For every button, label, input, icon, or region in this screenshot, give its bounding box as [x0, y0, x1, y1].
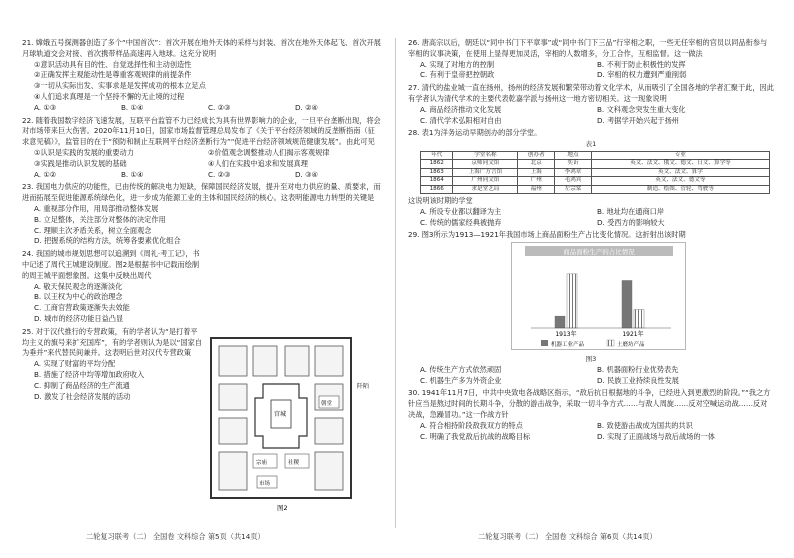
option-a: A. 传统生产方式依然顽固 — [420, 364, 502, 374]
market-label: 市场 — [259, 481, 271, 487]
legend-label-mill: 土磨坊产品 — [617, 342, 645, 349]
option-c: C. 明确了我党敌后抗战的战略目标 — [420, 431, 531, 441]
question-24 — [22, 249, 204, 325]
option-b: B. ①④ — [121, 169, 144, 179]
option-b: B. 致使游击战成为国共的共识 — [597, 420, 693, 430]
option-d: D. 考据学开始兴起于扬州 — [597, 115, 679, 125]
table-row: 1864 广州同文馆 广州 毛鸿宾 英文、法文、德文等 — [421, 177, 770, 185]
figure-2-city-plan — [207, 336, 373, 516]
option-b: B. 立足整体，关注部分对整体的决定作用 — [34, 214, 166, 224]
statement-2: ②正确发挥主观能动性是尊重客观规律的前提条件 — [34, 70, 192, 80]
option-a: A. ①② — [34, 169, 57, 179]
option-c: C. 传统的儒家经典被抛弃 — [420, 217, 502, 227]
option-d: D. ③④ — [295, 169, 318, 179]
table-header: 年代 学堂名称 创办者 地点 专业 — [421, 151, 770, 159]
option-a: A. 符合相持阶段敌我双方的特点 — [420, 420, 523, 430]
option-c: C. 有利于皇帝把控朝政 — [420, 70, 495, 80]
option-b: B. 地址均在通商口岸 — [597, 206, 665, 216]
question-tail: 这说明该时期的学堂 — [408, 196, 473, 205]
question-stem: 22. 随着我国数字经济飞速发展，互联平台监管不力已经成长为具有世界影响力的企业，一旦平台垄断出现，将会对市场带来巨大伤害。2020年11月10日，国家市场监督管理总局发布了《关于平台经济领域的反垄断指南（征求意见稿）》，监管目的在于“预防和制止互联网平台经济垄断行为”“促进平台经济领域规范健康发展”。由此可见 — [22, 115, 381, 147]
question-stem: 28. 表1为洋务运动早期创办的部分学堂。 — [408, 128, 542, 138]
option-c: C. ②③ — [208, 169, 231, 179]
option-d: D. ②④ — [295, 102, 318, 112]
footer-right: 二轮复习联考（二） 全国卷 文科综合 第6页（共14页） — [478, 532, 657, 541]
question-22 — [22, 116, 382, 181]
legend-label-machine: 机器工业产品 — [551, 342, 585, 349]
x-tick-label: 1921年 — [622, 331, 644, 339]
option-b: B. 机器面粉行业优势表先 — [597, 364, 679, 374]
statement-1: ①意识活动具有目的性、自觉选择性和主动创造性 — [34, 59, 192, 69]
bar-mill-1 — [634, 310, 644, 328]
option-b: B. 以王权为中心的政治理念 — [34, 292, 123, 302]
option-c: C. ②③ — [208, 102, 231, 112]
option-a: A. 重视部分作用，用局部推动整体发展 — [34, 203, 159, 213]
road-label: 阡陌 — [357, 383, 370, 390]
legend-swatch-machine — [541, 340, 548, 346]
school-table — [420, 151, 770, 194]
option-c: C. 工商官营政策逐渐失去效能 — [34, 303, 130, 313]
question-stem: 27. 清代的盐业城一直在扬州，扬州的经济发展和繁荣带动着文化学术，从而吸引了全国各地的学者汇聚于此，因此有学者认为清代学术的主要代表乾嘉学派与扬州这一地方密切相关。这一现象说明 — [408, 83, 774, 103]
option-a: A. ①③ — [34, 102, 57, 112]
option-d: D. 实现了正面战场与敌后战场的一体 — [597, 431, 715, 441]
option-c: C. 抑制了商品经济的生产流通 — [34, 380, 130, 390]
question-26 — [408, 38, 774, 81]
option-a: A. 实现了财富的平均分配 — [34, 359, 116, 369]
chart-frame — [512, 243, 686, 350]
question-stem: 24. 我国的城市规划思想可以追溯到《周礼·考工记》，书中记述了周代王城建设制度。图2是根据书中记载而绘制的周王城平面想象图。这集中反映出周代 — [22, 249, 200, 280]
bar-machine-1 — [622, 281, 632, 329]
option-d: D. 激发了社会经济发展的活动 — [34, 391, 131, 401]
option-d: D. 受西方的影响较大 — [597, 217, 665, 227]
altar-label: 社稷 — [288, 460, 300, 466]
table-row: 1866 求是堂艺局 福州 左宗棠 制造、绘图、管轮、驾驶等 — [421, 185, 770, 193]
option-a: A. 实现了对地方的控制 — [420, 59, 495, 69]
option-a: A. 敬天保民观念的逐渐淡化 — [34, 281, 123, 291]
option-c: C. 理顺主次矛盾关系，树立全面观念 — [34, 225, 152, 235]
x-tick-label: 1913年 — [555, 331, 577, 339]
question-29 — [408, 230, 774, 386]
question-stem: 26. 唐高宗以后，朝廷以“同中书门下平章事”或“同中书门下三品”行宰相之职，一些无任宰相的官员以同品衔参与宰相的议事决策，在使用上显得更加灵活，宰相的人数增多，分工合作，互相监督。这一做法 — [408, 38, 768, 58]
option-d: D. 宰相的权力遭到严重削弱 — [597, 70, 687, 80]
legend-swatch-mill — [607, 340, 614, 346]
option-b: B. 文科观念突发生重大变化 — [597, 104, 686, 114]
option-d: D. 民族工业持续良性发展 — [597, 375, 679, 385]
question-28 — [408, 128, 774, 228]
statement-1: ①认识是实践的发展的重要动力 — [34, 147, 134, 157]
option-a: A. 商品经济推动文化发展 — [420, 104, 502, 114]
question-stem: 30. 1941年11月7日，中共中央致电各战略区指示，“敌后抗日根据地的斗争，已经进入到更激烈的阶段。”“我之方针应当是熬过时间的长期斗争，分散的游击战争，采取一切斗争方式……与敌人周旋……反对空喊运动战……反对决战，急躁冒功。”这一作战方针 — [408, 388, 771, 419]
question-27 — [408, 83, 774, 126]
right-column — [408, 38, 774, 444]
table-1-caption: 表1 — [585, 140, 597, 149]
option-c: C. 清代学术弘阳相对自由 — [420, 115, 502, 125]
bar-mill-0 — [567, 274, 577, 328]
question-stem: 29. 图3所示为1913—1921年我国市场上商品面粉生产占比变化情况。这折射出该时期 — [408, 230, 686, 240]
bar-machine-0 — [555, 316, 565, 328]
option-b: B. 不利于防止积极性的发挥 — [597, 59, 686, 69]
court-label: 朝堂 — [321, 401, 333, 407]
table-row: 1863 上海广方言馆 上海 李鸿章 英文、法文、算学 — [421, 168, 770, 176]
question-stem: 21. 嫦娥五号探测器创造了多个“中国首次”：首次开展在地外天体的采样与封装、首次在地外天体起飞、首次开展月球轨道交会对接、首次携带样品高速再入地球。这充分说明 — [22, 38, 381, 58]
option-b: B. ①④ — [121, 102, 144, 112]
option-d: D. 把握系统的结构方法，统筹各要素优化组合 — [34, 236, 181, 246]
chart-title: 商品面粉生产的占比情况 — [563, 248, 635, 257]
table-row: 1862 京师同文馆 北京 奕䜣 英文、法文、俄文、德文、日文、算学等 — [421, 160, 770, 168]
figure-3-caption: 图3 — [585, 354, 597, 363]
question-25 — [22, 327, 204, 403]
statement-3: ③一切从实际出发、实事求是是发挥成功的根本立足点 — [34, 81, 206, 91]
ancestral-label: 宗庙 — [256, 460, 268, 466]
statement-3: ③实践是推动认识发展的基础 — [34, 158, 127, 168]
question-23 — [22, 182, 382, 247]
statement-4: ④人们追求真理是一个坚持不懈的无止境的过程 — [34, 91, 185, 101]
question-stem: 25. 对于汉代推行的专营政策，有的学者认为“是打着平均主义的旗号来扩充国库”，有的学者则认为是以“国家自为垂并”来代替民间兼并。这表明后世对汉代专营政策 — [22, 326, 202, 358]
palace-label: 宫城 — [274, 411, 287, 418]
question-21 — [22, 38, 382, 114]
question-stem: 23. 我国电力供应的功能性，已由传统的解决电力短缺，保障国民经济发展，提升至对电力供应的量、质要求，而进而拓展至促进能源系统绿色化，进一步成为能源工业的主体和国民经济的核心。这表明能源电力转型的关键是 — [22, 182, 381, 203]
city-plan-diagram — [207, 336, 373, 516]
statement-2: ②价值观念调整推动人们揭示客观规律 — [208, 147, 330, 157]
option-b: B. 措施了经济中均等增加政府收入 — [34, 369, 145, 379]
option-a: A. 所设专业都以翻译为主 — [420, 206, 502, 216]
flour-production-chart — [511, 242, 686, 350]
statement-4: ④人们在实践中追求和发展真理 — [208, 158, 308, 168]
figure-2-caption: 图2 — [277, 504, 288, 512]
column-divider — [395, 38, 396, 528]
option-d: D. 城市的经济功能日益凸显 — [34, 313, 124, 323]
question-30 — [408, 388, 774, 442]
option-c: C. 机器生产多为外资企业 — [420, 375, 502, 385]
footer-left: 二轮复习联考（二） 全国卷 文科综合 第5页（共14页） — [86, 532, 265, 541]
